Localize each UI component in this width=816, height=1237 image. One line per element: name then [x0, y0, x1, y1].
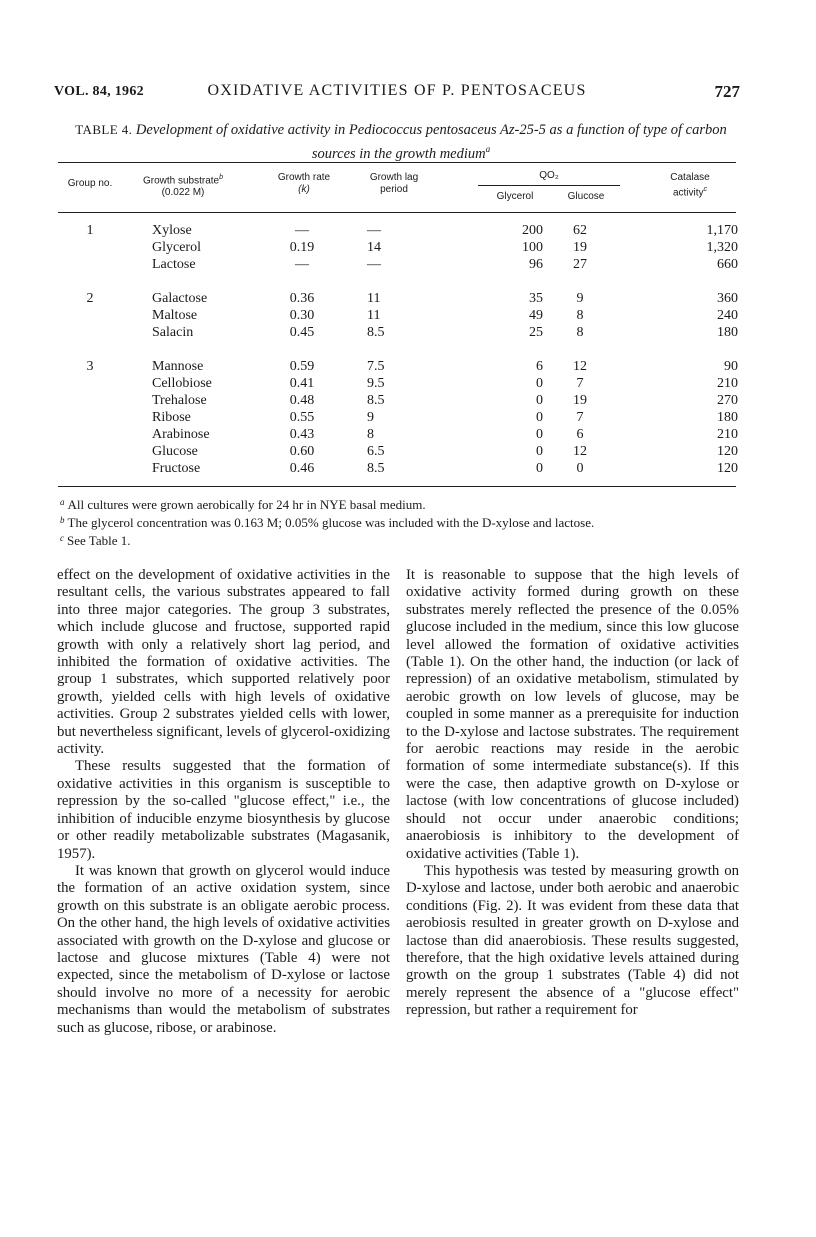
- footnote-c: [60, 530, 130, 549]
- substrate-cell: Salacin: [152, 325, 194, 340]
- catalase-cell: 660: [717, 257, 738, 272]
- header-catalase-footnote-mark: c: [703, 186, 708, 193]
- growth-rate-cell: 0.55: [289, 410, 315, 425]
- growth-rate-cell: 0.36: [289, 291, 315, 306]
- qo2-glucose-cell: 12: [573, 359, 587, 374]
- catalase-cell: 180: [717, 325, 738, 340]
- catalase-cell: 180: [717, 410, 738, 425]
- qo2-glycerol-cell: 35: [529, 291, 543, 306]
- growth-rate-cell: —: [295, 257, 309, 272]
- catalase-cell: 1,170: [706, 223, 738, 238]
- growth-rate-cell: 0.41: [289, 376, 315, 391]
- substrate-cell: Trehalose: [152, 393, 207, 408]
- growth-rate-cell: —: [295, 223, 309, 238]
- growth-rate-cell: 0.43: [289, 427, 315, 442]
- qo2-glycerol-cell: 0: [536, 393, 543, 408]
- qo2-glucose-cell: 62: [573, 223, 587, 238]
- volume-label: VOL. 84, 1962: [54, 84, 144, 99]
- qo2-glycerol-cell: 100: [522, 240, 543, 255]
- header-catalase-label: Catalase: [670, 172, 710, 183]
- table-header-rule: [58, 212, 736, 213]
- substrate-cell: Glycerol: [152, 240, 201, 255]
- footnote-mark: c: [60, 533, 64, 543]
- catalase-cell: 120: [717, 444, 738, 459]
- qo2-glycerol-cell: 49: [529, 308, 543, 323]
- growth-lag-cell: 9: [367, 410, 374, 425]
- group-number-cell: 1: [86, 223, 94, 238]
- table-label: TABLE 4.: [75, 122, 133, 137]
- header-group-no: Group no.: [67, 178, 113, 189]
- header-growth-lag: [352, 172, 436, 196]
- growth-lag-cell: 8.5: [367, 325, 385, 340]
- growth-lag-cell: 14: [367, 240, 381, 255]
- qo2-glycerol-cell: 0: [536, 376, 543, 391]
- table-bottom-rule: [58, 486, 736, 487]
- page-number: 727: [714, 82, 740, 101]
- header-growth-lag-label-2: period: [380, 184, 408, 195]
- qo2-glucose-cell: 19: [573, 240, 587, 255]
- left-paragraph-3: It was known that growth on glycerol would induce the formation of an active oxidation system, since growth on this substrate is an obligate aerobic process. On the other hand, the high levels of oxidative activities associated with growth on the D-xylose and glucose or lactose and glucose mixtures (Table 4) were not expected, since the metabolism of D-xylose or lactose should involve no more of a necessity for aerobic mechanisms than would the metabolism of substrates such as glucose, ribose, or arabinose.: [57, 862, 390, 1036]
- header-growth-rate-unit: (k): [298, 184, 310, 195]
- qo2-glycerol-cell: 0: [536, 427, 543, 442]
- header-growth-substrate: [128, 172, 238, 199]
- qo2-span-rule: [478, 185, 620, 186]
- qo2-glucose-cell: 12: [573, 444, 587, 459]
- footnote-a: [60, 494, 426, 513]
- header-growth-lag-label: Growth lag: [369, 172, 419, 183]
- growth-rate-cell: 0.59: [289, 359, 315, 374]
- growth-lag-cell: 8.5: [367, 461, 385, 476]
- growth-lag-cell: 6.5: [367, 444, 385, 459]
- qo2-glucose-cell: 8: [576, 325, 584, 340]
- header-growth-rate: [262, 172, 346, 196]
- growth-lag-cell: 8.5: [367, 393, 385, 408]
- footnote-text: See Table 1.: [67, 533, 131, 548]
- qo2-glycerol-cell: 96: [529, 257, 543, 272]
- growth-lag-cell: —: [367, 223, 381, 238]
- substrate-cell: Glucose: [152, 444, 198, 459]
- growth-rate-cell: 0.48: [289, 393, 315, 408]
- catalase-cell: 240: [717, 308, 738, 323]
- header-qo2-glycerol: Glycerol: [496, 191, 534, 202]
- footnote-mark: b: [60, 515, 65, 525]
- qo2-glucose-cell: 6: [576, 427, 584, 442]
- catalase-cell: 90: [724, 359, 738, 374]
- substrate-cell: Cellobiose: [152, 376, 212, 391]
- growth-rate-cell: 0.46: [289, 461, 315, 476]
- substrate-cell: Fructose: [152, 461, 201, 476]
- growth-lag-cell: 11: [367, 308, 381, 323]
- header-qo2: QO₂: [539, 170, 559, 181]
- right-paragraph-2: This hypothesis was tested by measuring growth on D-xylose and lactose, under both aerobic and anaerobic conditions (Fig. 2). It was evident from these data that aerobiosis resulted in greater growth on D-xylose and lactose than did anaerobiosis. These results suggested, therefore, that the high oxidative levels attained during growth on the group 1 substrates (Table 4) did not merely represent the absence of a "glucose effect" repression, but rather a requirement for: [406, 862, 739, 1019]
- header-growth-rate-label: Growth rate: [277, 172, 331, 183]
- caption-footnote-mark: a: [485, 144, 491, 154]
- catalase-cell: 210: [717, 427, 738, 442]
- qo2-glucose-cell: 7: [576, 410, 584, 425]
- catalase-cell: 120: [717, 461, 738, 476]
- running-head: [54, 84, 740, 106]
- qo2-glucose-cell: 7: [576, 376, 584, 391]
- header-qo2-glucose: Glucose: [567, 191, 605, 202]
- right-column: [406, 567, 739, 1020]
- left-paragraph-1: effect on the development of oxidative activities in the resultant cells, the various substrates appeared to fall into three major categories. The group 3 substrates, which include glucose and fructose, supported rapid growth with only a relatively short lag period, and inhibited the formation of oxidative activities. The group 1 substrates, which supported relatively poor growth, yielded cells with high levels of oxidative activities. Group 2 substrates yielded cells with lower, but nevertheless significant, levels of glycerol-oxidizing activity.: [57, 567, 390, 758]
- growth-lag-cell: 11: [367, 291, 381, 306]
- footnote-b: [60, 512, 594, 531]
- growth-rate-cell: 0.45: [289, 325, 315, 340]
- qo2-glycerol-cell: 6: [536, 359, 543, 374]
- qo2-glycerol-cell: 0: [536, 410, 543, 425]
- header-concentration: (0.022 M): [161, 187, 205, 199]
- header-substrate-footnote-mark: b: [219, 174, 224, 181]
- catalase-cell: 360: [717, 291, 738, 306]
- qo2-glycerol-cell: 200: [522, 223, 543, 238]
- running-title: OXIDATIVE ACTIVITIES OF P. PENTOSACEUS: [207, 82, 587, 99]
- catalase-cell: 270: [717, 393, 738, 408]
- left-paragraph-2: These results suggested that the formation of oxidative activities in this organism is susceptible to repression by the so-called "glucose effect," i.e., the inhibition of inducible enzyme biosynthesis by glucose or other readily metabolizable substrates (Magasanik, 1957).: [57, 758, 390, 862]
- right-paragraph-1: It is reasonable to suppose that the high levels of oxidative activity formed during growth on these substrates merely reflected the presence of the 0.05% glucose included in the medium, since this low glucose level allowed the formation of oxidative activities (Table 1). On the other hand, the induction (or lack of repression) of an oxidative metabolism, stimulated by aerobic growth on low levels of glucose, may be coupled in some manner as a prerequisite for induction to the D-xylose and lactose substrates. The requirement for aerobic reactions may reside in the aerobic formation of some intermediate substance(s). If this were the case, then adaptive growth on D-xylose or lactose (with low concentrations of glucose included) should not occur under anaerobic conditions; anaerobiosis is inhibitory to the development of oxidative activities (Table 1).: [406, 567, 739, 862]
- substrate-cell: Arabinose: [152, 427, 210, 442]
- group-number-cell: 3: [86, 359, 94, 374]
- qo2-glycerol-cell: 0: [536, 444, 543, 459]
- catalase-cell: 1,320: [706, 240, 738, 255]
- header-catalase: [640, 172, 740, 199]
- left-column: [57, 567, 390, 1037]
- qo2-glucose-cell: 9: [576, 291, 584, 306]
- substrate-cell: Mannose: [152, 359, 204, 374]
- growth-lag-cell: 8: [367, 427, 374, 442]
- growth-rate-cell: 0.60: [289, 444, 315, 459]
- growth-rate-cell: 0.19: [289, 240, 315, 255]
- substrate-cell: Maltose: [152, 308, 198, 323]
- header-growth-substrate-label: Growth substrate: [142, 175, 220, 187]
- table-caption: [56, 120, 746, 164]
- qo2-glycerol-cell: 0: [536, 461, 543, 476]
- table-caption-text: Development of oxidative activity in Pediococcus pentosaceus Az-25-5 as a function of type of carbon sources in the growth medium: [135, 122, 727, 162]
- substrate-cell: Ribose: [152, 410, 191, 425]
- qo2-glucose-cell: 19: [573, 393, 587, 408]
- qo2-glucose-cell: 0: [576, 461, 584, 476]
- growth-lag-cell: 9.5: [367, 376, 385, 391]
- growth-lag-cell: 7.5: [367, 359, 385, 374]
- growth-rate-cell: 0.30: [289, 308, 315, 323]
- qo2-glucose-cell: 27: [573, 257, 587, 272]
- catalase-cell: 210: [717, 376, 738, 391]
- growth-lag-cell: —: [367, 257, 381, 272]
- qo2-glycerol-cell: 25: [529, 325, 543, 340]
- substrate-cell: Xylose: [152, 223, 192, 238]
- group-number-cell: 2: [86, 291, 94, 306]
- footnote-text: The glycerol concentration was 0.163 M; 0.05% glucose was included with the D-xylose and lactose.: [67, 515, 595, 530]
- footnote-mark: a: [60, 497, 65, 507]
- footnote-text: All cultures were grown aerobically for 24 hr in NYE basal medium.: [67, 497, 426, 512]
- substrate-cell: Lactose: [152, 257, 196, 272]
- table-top-rule: [58, 162, 736, 163]
- substrate-cell: Galactose: [152, 291, 208, 306]
- qo2-glucose-cell: 8: [576, 308, 584, 323]
- header-catalase-label-2: activity: [672, 187, 704, 199]
